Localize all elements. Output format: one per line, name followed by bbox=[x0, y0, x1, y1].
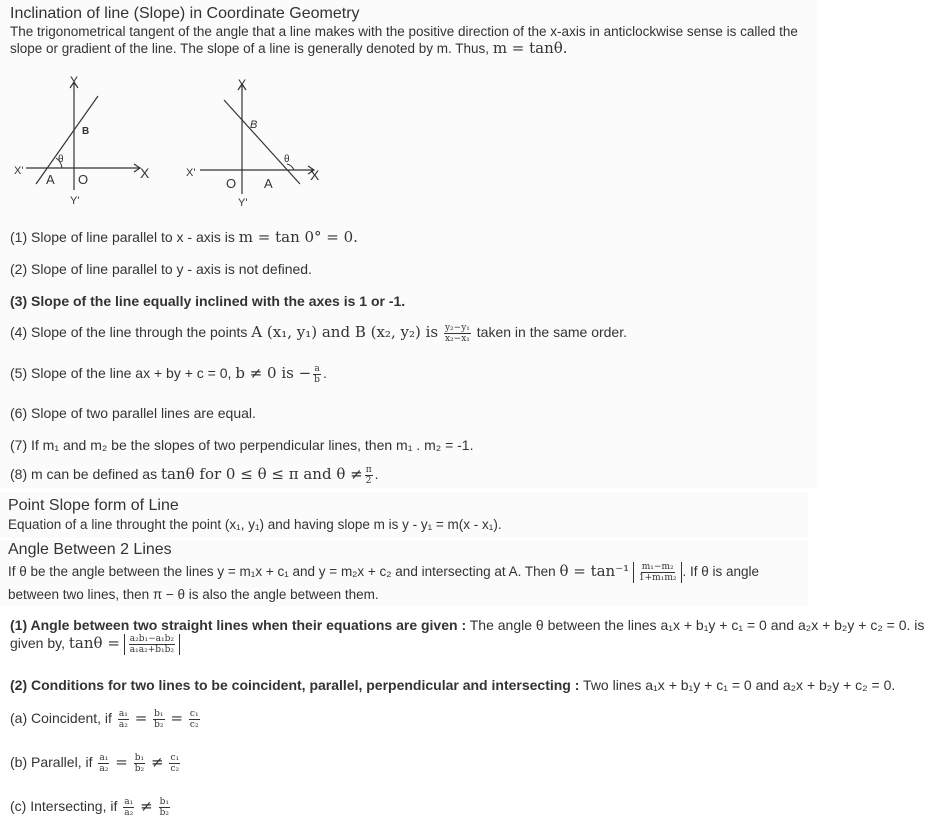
item-1 bbox=[10, 228, 358, 246]
section3-title: Angle Between 2 Lines bbox=[8, 541, 172, 558]
frac-den: b₂ bbox=[154, 720, 164, 730]
para-2-text: Two lines a₁x + b₁y + c₁ = 0 and a₂x + b₂y + c₂ = 0. bbox=[583, 677, 896, 693]
item-4-text: (4) Slope of the line through the points bbox=[10, 324, 248, 341]
fig1-x-label: X bbox=[140, 165, 150, 181]
section3-line1-a: If θ be the angle between the lines y = m₁x + c₁ and y = m₂x + c₂ and intersecting at A. Then bbox=[8, 564, 556, 580]
frac-num: c₁ bbox=[170, 753, 180, 763]
section3-line1 bbox=[8, 562, 759, 583]
item-8-den: 2 bbox=[365, 476, 372, 486]
item-5-fraction bbox=[313, 364, 321, 385]
para-1-fraction bbox=[129, 634, 175, 655]
para-1-den: a₁a₂+b₁b₂ bbox=[129, 645, 175, 655]
item-4 bbox=[10, 323, 627, 344]
item-6: (6) Slope of two parallel lines are equal. bbox=[10, 405, 256, 421]
fig1-a-label: A bbox=[46, 172, 55, 187]
section1-title: Inclination of line (Slope) in Coordinate Geometry bbox=[10, 5, 360, 22]
section3-line2: between two lines, then π − θ is also the angle between them. bbox=[8, 587, 379, 602]
frac-den: a₂ bbox=[124, 808, 134, 818]
fig2-a-label: A bbox=[264, 176, 273, 191]
fig2-line bbox=[224, 100, 300, 184]
frac-num: a₁ bbox=[99, 753, 109, 763]
item-4-formula: A (x₁, y₁) and B (x₂, y₂) is bbox=[251, 323, 439, 342]
item-3: (3) Slope of the line equally inclined with the axes is 1 or -1. bbox=[10, 293, 406, 309]
item-4-num: y₂−y₁ bbox=[444, 323, 470, 333]
slope-figure-1 bbox=[12, 72, 160, 208]
item-7: (7) If m₁ and m₂ be the slopes of two perpendicular lines, then m₁ . m₂ = -1. bbox=[10, 437, 474, 453]
para-1-num: a₂b₁−a₁b₂ bbox=[129, 634, 175, 644]
frac-den: a₂ bbox=[118, 720, 128, 730]
frac-num: b₁ bbox=[159, 797, 169, 807]
frac-den: a₂ bbox=[99, 764, 109, 774]
fig1-line bbox=[36, 96, 98, 184]
equals-sign: = bbox=[134, 709, 148, 728]
para-1-formula: tanθ = bbox=[68, 634, 120, 653]
equals-sign: = bbox=[170, 709, 184, 728]
condition-b-label: (b) Parallel, if bbox=[10, 754, 93, 771]
frac-num: a₁ bbox=[118, 709, 128, 719]
not-equal-sign: ≠ bbox=[140, 797, 153, 816]
item-8-formula: tanθ for 0 ≤ θ ≤ π and θ ≠ bbox=[160, 465, 363, 484]
fig1-b-label: B bbox=[82, 126, 90, 137]
frac-den: b₂ bbox=[159, 808, 169, 818]
fig2-o-label: O bbox=[226, 176, 237, 191]
para-1 bbox=[10, 617, 924, 633]
frac-num: a₁ bbox=[124, 797, 134, 807]
condition-parallel bbox=[10, 753, 182, 774]
frac-den: c₂ bbox=[170, 764, 180, 774]
cond-a-frac-a bbox=[118, 709, 129, 730]
item-2: (2) Slope of line parallel to y - axis is not defined. bbox=[10, 261, 312, 277]
cond-b-frac-b bbox=[134, 753, 145, 774]
section2-text: Equation of a line throught the point (x₁, y₁) and having slope m is y - y₁ = m(x - x₁). bbox=[8, 517, 502, 532]
condition-a-label: (a) Coincident, if bbox=[10, 710, 112, 727]
item-8: (8) m can be defined as tanθ for 0 ≤ θ ≤ π and θ ≠ $\frac{\pi}{2}$ . bbox=[10, 465, 379, 486]
section3-fraction bbox=[638, 562, 678, 583]
fig1-theta-label: θ bbox=[58, 154, 64, 165]
fig2-y-label: Y bbox=[238, 77, 247, 91]
para-1-text: The angle θ between the lines a₁x + b₁y + c₁ = 0 and a₂x + b₂y + c₂ = 0. is bbox=[469, 617, 925, 633]
frac-num: b₁ bbox=[154, 709, 164, 719]
item-8-text: (8) m can be defined as bbox=[10, 466, 158, 483]
cond-b-frac-a bbox=[98, 753, 109, 774]
item-1-text: (1) Slope of line parallel to x - axis is bbox=[10, 229, 235, 245]
para-2 bbox=[10, 677, 895, 693]
section3-formula: θ = tan⁻¹ bbox=[559, 562, 630, 581]
condition-c-label: (c) Intersecting, if bbox=[10, 798, 118, 815]
cond-b-frac-c bbox=[169, 753, 180, 774]
fig2-theta-label: θ bbox=[284, 154, 290, 165]
section3-line1-b: . If θ is angle bbox=[682, 564, 760, 580]
condition-coincident bbox=[10, 709, 202, 730]
section3-num: m₁−m₂ bbox=[641, 562, 674, 572]
fig1-y-label: Y bbox=[70, 74, 79, 88]
fig2-x-label: X bbox=[310, 167, 320, 183]
fig2-x-prime-label: X' bbox=[186, 167, 196, 179]
para-1-given: given by, bbox=[10, 635, 65, 652]
slope-formula: m = tanθ. bbox=[492, 39, 568, 57]
para-1-bold: (1) Angle between two straight lines when their equations are given : bbox=[10, 617, 467, 633]
item-5: (5) Slope of the line ax + by + c = 0, b ≠ 0 is − $\frac{a}{b}$ . bbox=[10, 364, 327, 385]
section1-intro-line bbox=[10, 24, 810, 57]
frac-den: c₂ bbox=[189, 720, 199, 730]
item-4-tail: taken in the same order. bbox=[476, 324, 627, 341]
not-equal-sign: ≠ bbox=[150, 753, 164, 772]
item-4-den: x₂−x₁ bbox=[444, 334, 470, 344]
frac-num: b₁ bbox=[134, 753, 145, 763]
fig1-x-prime-label: X' bbox=[14, 165, 24, 177]
item-5-den: b bbox=[314, 375, 320, 385]
para-2-bold: (2) Conditions for two lines to be coincident, parallel, perpendicular and intersecting : bbox=[10, 677, 580, 693]
cond-c-frac-a bbox=[123, 797, 134, 818]
slope-figure-2 bbox=[182, 72, 332, 208]
item-5-formula: b ≠ 0 is − bbox=[235, 364, 312, 383]
equals-sign: = bbox=[115, 753, 128, 772]
frac-den: b₂ bbox=[134, 764, 145, 774]
frac-num: c₁ bbox=[189, 709, 199, 719]
condition-intersecting bbox=[10, 797, 172, 818]
fig2-b-label: B bbox=[250, 119, 258, 131]
para-1-abs bbox=[124, 634, 180, 655]
section2-title: Point Slope form of Line bbox=[8, 497, 179, 514]
fig2-y-prime-label: Y' bbox=[238, 197, 248, 208]
item-1-formula: m = tan 0° = 0. bbox=[238, 228, 358, 246]
item-8-num: π bbox=[365, 465, 372, 475]
item-5-num: a bbox=[314, 364, 320, 374]
item-4-fraction bbox=[444, 323, 471, 344]
item-5-text: (5) Slope of the line ax + by + c = 0, bbox=[10, 365, 232, 382]
para-1-line2 bbox=[10, 634, 180, 655]
fig1-y-prime-label: Y' bbox=[70, 195, 80, 207]
section3-den: 1+m₁m₂ bbox=[638, 573, 677, 583]
section1-intro: The trigonometrical tangent of the angle that a line makes with the positive direction of the x-axis in anticlockwise sense is called the slope or gradient of the line. The slope of a line is generally denoted by m. Thus, bbox=[10, 24, 798, 56]
cond-c-frac-b bbox=[159, 797, 170, 818]
item-8-fraction bbox=[365, 465, 373, 486]
fig1-o-label: O bbox=[78, 172, 89, 187]
cond-a-frac-c bbox=[189, 709, 200, 730]
section3-abs bbox=[633, 562, 683, 583]
cond-a-frac-b bbox=[153, 709, 164, 730]
